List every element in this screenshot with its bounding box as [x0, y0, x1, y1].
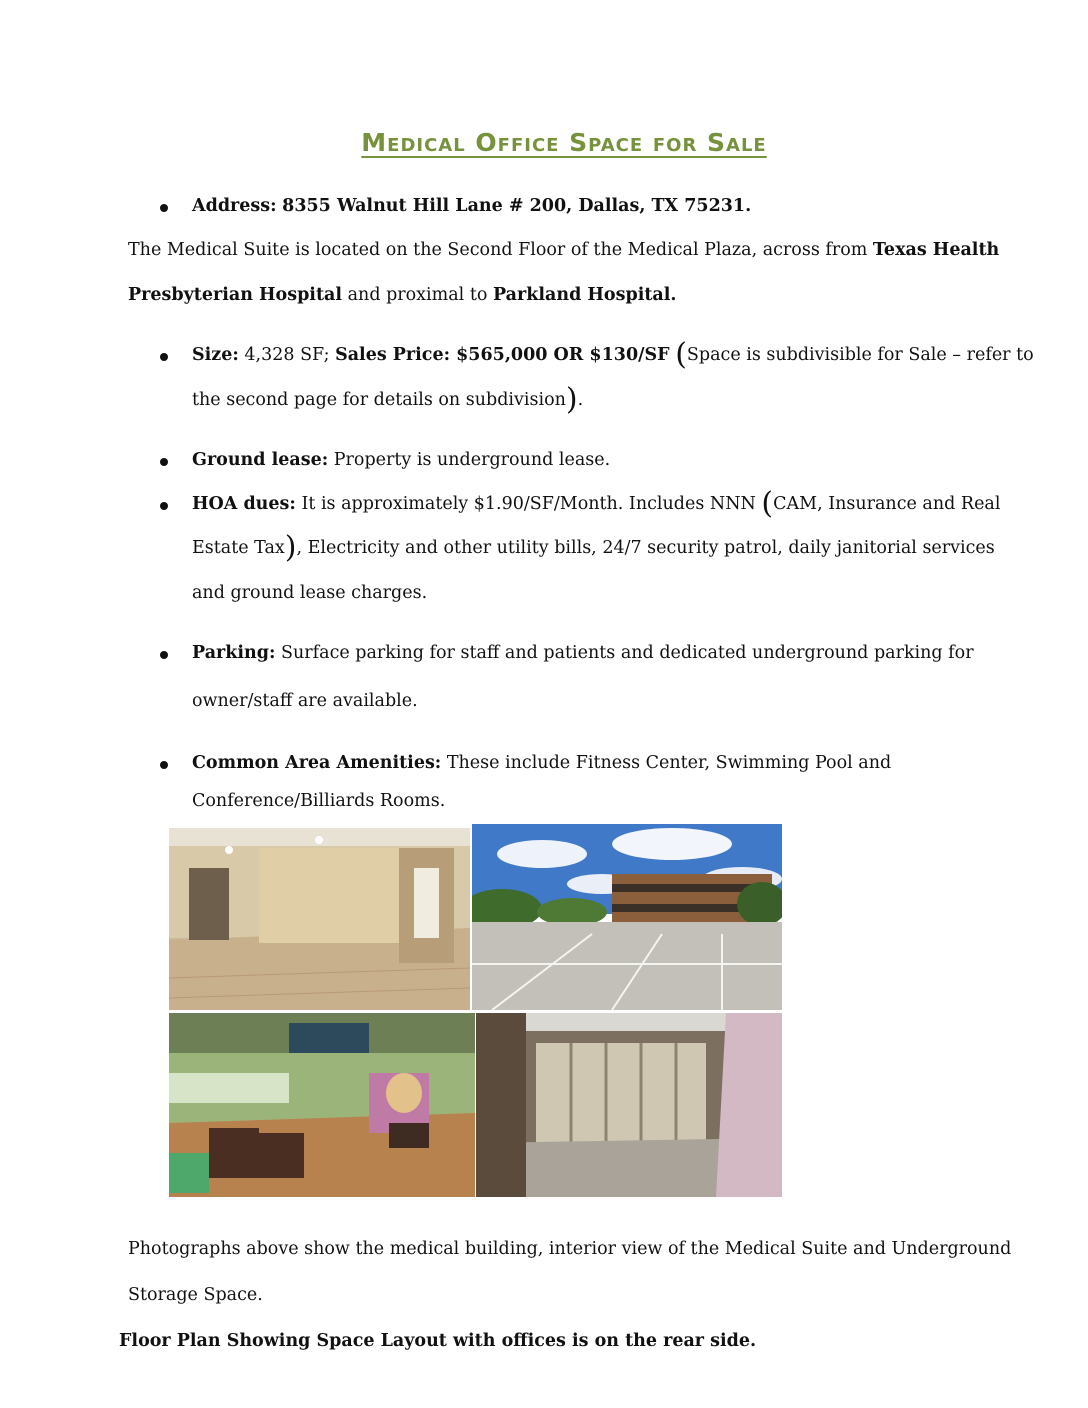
address-line	[192, 198, 751, 216]
size-line-2: the second page for details on subdivision).	[192, 382, 584, 417]
amenities-label: Common Area Amenities:	[192, 753, 442, 773]
storage-space-photo	[476, 1013, 782, 1197]
hoa-text: , Electricity and other utility bills, 24/7 security patrol, daily janitorial services	[296, 538, 995, 558]
footer-note: Floor Plan Showing Space Layout with offices is on the rear side.	[119, 1331, 757, 1351]
bullet	[160, 204, 168, 212]
caption-line-1	[128, 1241, 1011, 1259]
parking-line-1	[192, 645, 974, 663]
building-exterior-photo	[472, 824, 782, 1010]
ground-lease-label: Ground lease:	[192, 450, 329, 470]
page-title: Medical Office Space for Sale	[361, 128, 767, 157]
hoa-text: CAM, Insurance and Real	[773, 494, 1001, 514]
hospital-name-texas: Texas Health	[872, 240, 1000, 260]
hoa-text: and ground lease charges.	[192, 583, 428, 603]
intro-text: and proximal to	[347, 285, 488, 305]
subdivide-note: the second page for details on subdivision	[192, 390, 566, 410]
ground-lease-line	[192, 452, 610, 470]
address-label: Address:	[192, 196, 277, 216]
bullet	[160, 761, 168, 769]
hospital-name-presbyterian: Presbyterian Hospital	[128, 285, 343, 305]
period: .	[577, 390, 584, 410]
caption-text: Storage Space.	[128, 1285, 263, 1305]
caption-text: Photographs above show the medical building, interior view of the Medical Suite and Underground	[128, 1239, 1012, 1259]
ground-lease-value: Property is underground lease.	[333, 450, 611, 470]
hoa-text: It is approximately $1.90/SF/Month. Includes NNN	[301, 494, 756, 514]
size-value: 4,328 SF;	[244, 345, 330, 365]
bullet	[160, 353, 168, 361]
bullet	[160, 458, 168, 466]
intro-line-2	[128, 287, 677, 305]
hoa-label: HOA dues:	[192, 494, 296, 514]
interior-hallway-photo	[169, 828, 470, 1010]
parking-text: Surface parking for staff and patients and dedicated underground parking for	[281, 643, 974, 663]
bullet	[160, 502, 168, 510]
subdivide-note: Space is subdivisible for Sale – refer to	[686, 345, 1034, 365]
amenities-text: Conference/Billiards Rooms.	[192, 791, 446, 811]
amenities-text: These include Fitness Center, Swimming Pool and	[446, 753, 892, 773]
waiting-room-photo	[169, 1013, 475, 1197]
size-line-1: Size: 4,328 SF; Sales Price: $565,000 OR $130/SF (Space is subdivisible for Sale – refer to	[192, 337, 1034, 372]
hoa-line-3	[192, 585, 427, 603]
intro-text: The Medical Suite is located on the Second Floor of the Medical Plaza, across from	[128, 240, 868, 260]
caption-line-2	[128, 1287, 263, 1305]
hospital-name-parkland: Parkland Hospital.	[492, 285, 677, 305]
parking-label: Parking:	[192, 643, 276, 663]
address-value: 8355 Walnut Hill Lane # 200, Dallas, TX 75231.	[282, 196, 752, 216]
parking-line-2	[192, 693, 418, 711]
hoa-text: Estate Tax	[192, 538, 285, 558]
amenities-line-1	[192, 755, 891, 773]
bullet	[160, 651, 168, 659]
price-label: Sales Price: $565,000 OR $130/SF	[335, 345, 670, 365]
amenities-line-2	[192, 793, 445, 811]
intro-line-1	[128, 242, 999, 260]
hoa-line-2: Estate Tax), Electricity and other utility bills, 24/7 security patrol, daily janitorial services	[192, 530, 995, 565]
size-label: Size:	[192, 345, 239, 365]
hoa-line-1: HOA dues: It is approximately $1.90/SF/Month. Includes NNN (CAM, Insurance and Real	[192, 486, 1001, 521]
parking-text: owner/staff are available.	[192, 691, 418, 711]
